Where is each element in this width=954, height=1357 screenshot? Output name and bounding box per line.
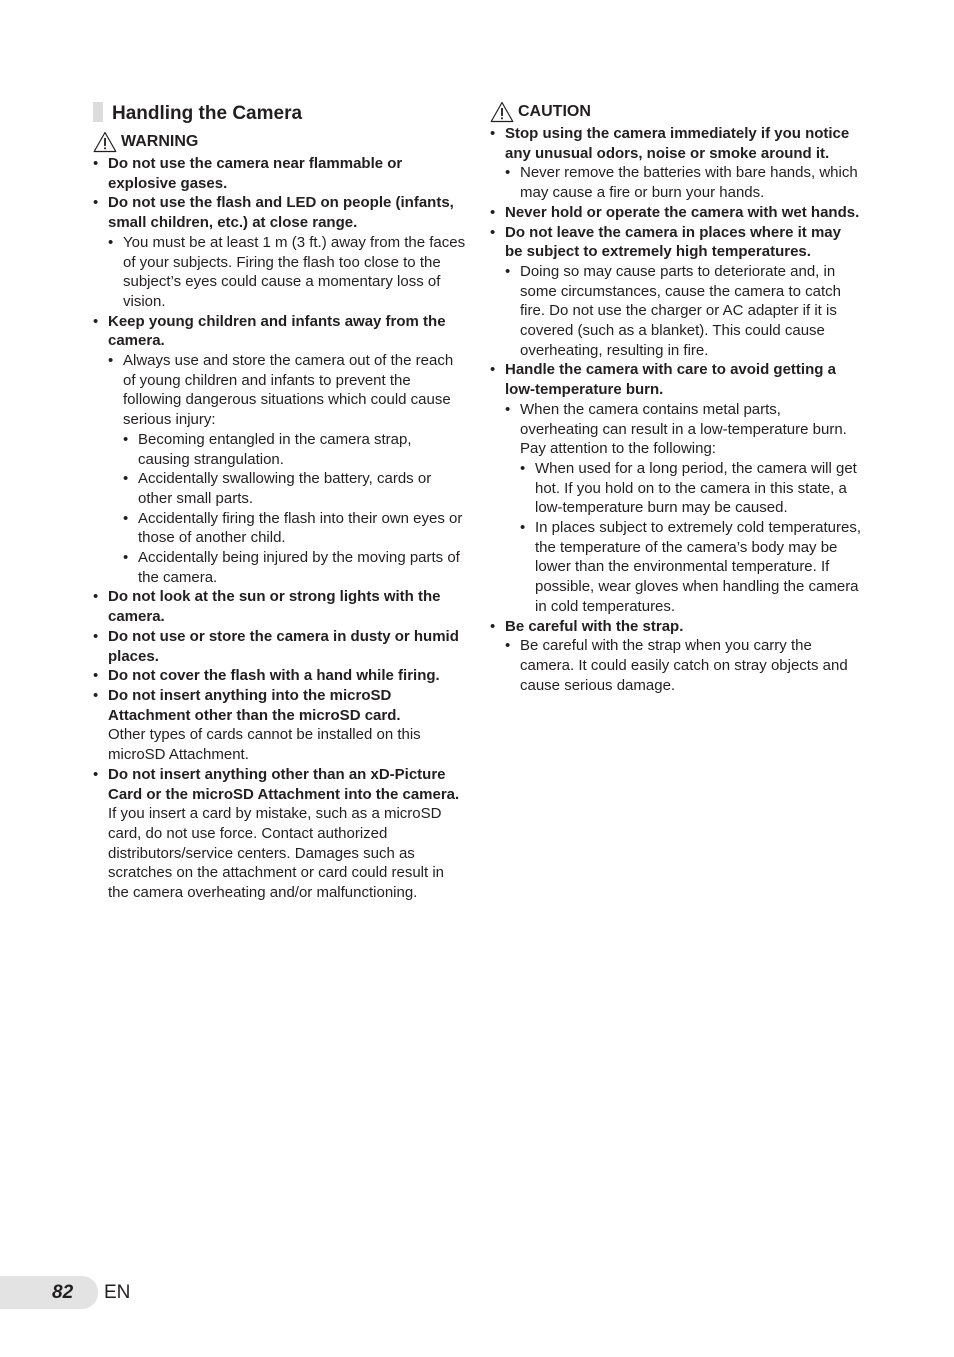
list-item [108,627,467,666]
list-item [505,223,862,361]
warning-subitem-text: • You must be at least 1 m (3 ft.) away from the faces of your subjects. Firing the flash too close to the subject’s eyes could cause a momentary loss of vision. [123,233,466,310]
right-column [490,98,862,695]
warning-subsubitem-text: • Becoming entangled in the camera strap, causing strangulation. [138,430,412,468]
warning-subsubitem-text: • Accidentally being injured by the moving parts of the camera. [138,549,460,586]
list-item [108,154,467,193]
list-item [138,509,467,548]
heading-marker [93,102,103,122]
warning-item-text: • Do not use the camera near flammable or explosive gases. [108,155,403,192]
warning-subsubitem-text: • Accidentally firing the flash into their own eyes or those of another child. [138,509,463,547]
caution-subsubitem-text: • When used for a long period, the camera will get hot. If you hold on to the camera in this state, a low-temperature burn may be caused. [535,459,857,517]
warning-item-text: • Do not use or store the camera in dusty or humid places. [108,627,459,665]
caution-subitem-text: • Never remove the batteries with bare hands, which may cause a fire or burn your hands. [520,164,858,202]
language-code: EN [104,1282,131,1303]
list-item [108,587,467,626]
caution-item-text: • Handle the camera with care to avoid getting a low-temperature burn. [505,361,836,399]
list-item [108,312,467,588]
list-item [123,351,467,587]
caution-triangle-icon [490,101,514,123]
list-item [123,233,467,312]
caution-item-text: • Never hold or operate the camera with wet hands. [505,203,860,221]
list-item [108,765,467,903]
list-item [535,459,862,518]
caution-subitem-text: • Doing so may cause parts to deteriorate and, in some circumstances, cause the camera to catch fire. Do not use the charger or AC adapter if it is covered (such as a blanket). This could cause overheating, resulting in fire. [520,262,841,359]
caution-subitem-text: • When the camera contains metal parts, overheating can result in a low-temperature burn. Pay attention to the following: [520,400,847,458]
caution-subitem-text: • Be careful with the strap when you carry the camera. It could easily catch on stray objects and cause serious damage. [520,637,848,694]
section-title: Handling the Camera [112,103,303,124]
warning-item-text: • Do not insert anything into the microSD Attachment other than the microSD card. [108,686,401,724]
left-column [93,98,467,903]
list-item [505,203,862,223]
list-item [520,636,862,695]
warning-item-note: If you insert a card by mistake, such as a microSD card, do not use force. Contact authorized distributors/service centers. Damages such as scratches on the attachment or card could result in the camera overheating and/or malfunctioning. [108,805,445,902]
list-item [108,666,467,686]
caution-item-text: • Do not leave the camera in places where it may be subject to extremely high temperatures. [505,223,841,261]
list-item [108,193,467,311]
caution-list [490,124,862,695]
warning-item-text: • Do not use the flash and LED on people (infants, small children, etc.) at close range. [108,194,454,232]
caution-heading [490,100,862,124]
warning-label: WARNING [121,133,199,150]
warning-subsubitem-text: • Accidentally swallowing the battery, cards or other small parts. [138,470,432,507]
caution-label: CAUTION [518,103,591,120]
warning-list [93,154,467,903]
warning-subitem-text: • Always use and store the camera out of the reach of young children and infants to prevent the following dangerous situations which could cause serious injury: [123,352,454,429]
list-item [520,262,862,361]
list-item [138,430,467,469]
page-footer [0,1276,200,1309]
warning-heading [93,130,467,154]
warning-triangle-icon [93,131,117,153]
caution-subsubitem-text: • In places subject to extremely cold temperatures, the temperature of the camera’s body may be lower than the environmental temperature. If possible, wear gloves when handling the camera in cold temperatures. [535,519,861,615]
warning-item-note: Other types of cards cannot be installed on this microSD Attachment. [108,726,421,764]
warning-item-text: • Do not look at the sun or strong lights with the camera. [108,588,441,626]
list-item [138,548,467,587]
warning-item-text: • Do not insert anything other than an xD-Picture Card or the microSD Attachment into the camera. [108,765,460,803]
page-number: 82 [52,1282,74,1303]
list-item [520,163,862,202]
list-item [505,360,862,616]
list-item [520,400,862,617]
list-item [138,469,467,508]
caution-item-text: • Stop using the camera immediately if you notice any unusual odors, noise or smoke around it. [505,125,850,162]
list-item [535,518,862,617]
list-item [505,124,862,203]
caution-item-text: • Be careful with the strap. [505,617,684,635]
list-item [505,617,862,696]
section-heading [93,98,467,128]
warning-item-text: • Keep young children and infants away from the camera. [108,312,446,350]
list-item [108,686,467,765]
warning-item-text: • Do not cover the flash with a hand while firing. [108,667,440,685]
